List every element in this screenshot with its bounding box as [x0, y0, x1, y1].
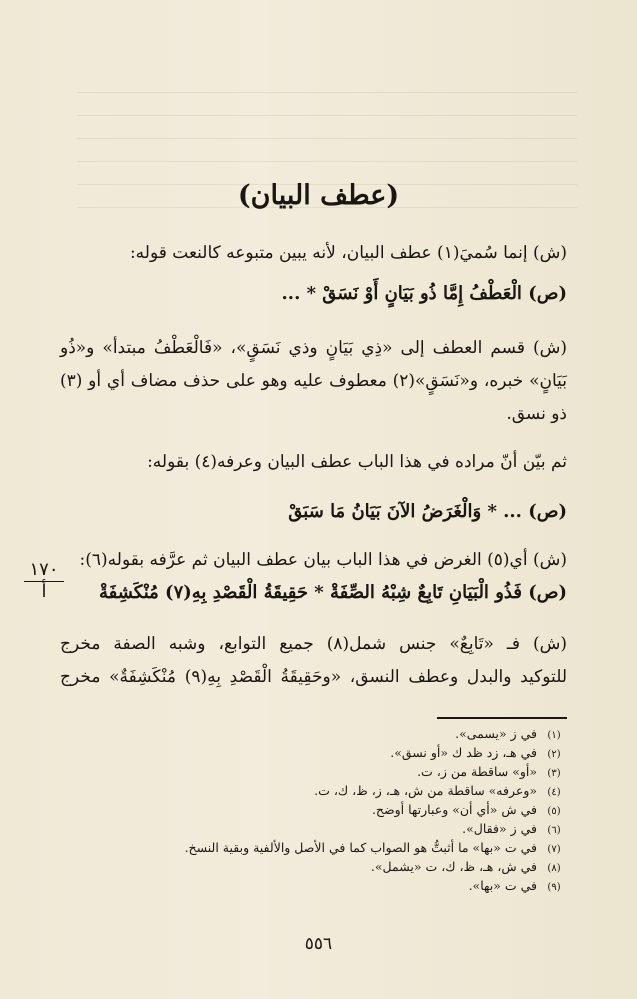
- footnote: [150, 764, 567, 782]
- footnote-text: «أو» ساقطة من ز، ت.: [417, 764, 538, 779]
- footnote-number: (٢): [547, 749, 561, 760]
- body-line: بَيَانٍ» خبره، و«نَسَقٍ»(٢) معطوف عليه وهو على حذف مضاف أي أو (٣): [60, 371, 567, 391]
- folio-number: ١٧٠: [24, 560, 64, 582]
- footnote-text: في ت «بها» ما أثبتُّ هو الصواب كما في الأصل والألفية وبقية النسخ.: [184, 840, 538, 855]
- footnote-text: في هـ، زد ظد ك «أو نسق».: [390, 745, 538, 760]
- footnote-number: (٧): [547, 844, 561, 855]
- footnote: [150, 783, 567, 801]
- footnote: [150, 802, 567, 820]
- verse-line: (ص) ... * وَالْغَرَضُ الآنَ بَيَانُ مَا سَبَقْ: [288, 501, 567, 522]
- footnote-text: «وعرفه» ساقطة من ش، هـ، ز، ظ، ك، ت.: [314, 783, 538, 798]
- footnote: [150, 840, 567, 858]
- folio-side: أ: [41, 581, 47, 602]
- footnote-number: (٣): [547, 768, 561, 779]
- footnote: [150, 745, 567, 763]
- body-line: ثم بيّن أنّ مراده في هذا الباب عطف البيان وعرفه(٤) بقوله:: [147, 452, 567, 472]
- body-line: (ش) فـ «تَابِعٌ» جنس شمل(٨) جميع التوابع، وشبه الصفة مخرج: [60, 634, 567, 654]
- footnote-text: في ت «بها».: [468, 878, 538, 893]
- footnote-number: (٩): [547, 882, 561, 893]
- footnote-text: في ز «يسمى».: [455, 726, 538, 741]
- section-heading: (عطف البيان): [237, 180, 400, 211]
- verse-line: (ص) فَذُو الْبَيَانِ تَابِعٌ شِبْهُ الصِّفَةْ * حَقِيقَةُ الْقَصْدِ بِهِ(٧) مُنْكَشِفَةْ: [98, 582, 567, 603]
- footnote: [150, 859, 567, 877]
- footnote: [150, 726, 567, 744]
- page-number: ٥٥٦: [304, 934, 333, 954]
- footnote-separator: [437, 717, 567, 719]
- footnote-number: (٦): [547, 825, 561, 836]
- body-line: ذو نسق.: [506, 404, 567, 424]
- footnote-text: في ش «أي أن» وعبارتها أوضح.: [371, 802, 538, 817]
- footnote: [150, 878, 567, 896]
- footnote: [150, 821, 567, 839]
- footnote-number: (١): [547, 730, 561, 741]
- footnote-text: في ز «فقال».: [462, 821, 538, 836]
- footnote-number: (٥): [547, 806, 561, 817]
- footnote-text: في ش، هـ، ظ، ك، ت «يشمل».: [370, 859, 538, 874]
- body-line: (ش) أي(٥) الغرض في هذا الباب بيان عطف البيان ثم عرَّفه بقوله(٦):: [79, 550, 567, 570]
- footnote-number: (٨): [547, 863, 561, 874]
- body-line: للتوكيد والبدل وعطف النسق، «وحَقِيقَةُ الْقَصْدِ بِهِ(٩) مُنْكَشِفَةٌ» مخرج: [60, 667, 567, 687]
- manuscript-folio-note: [24, 560, 64, 602]
- body-line: (ش) إنما سُميَ(١) عطف البيان، لأنه يبين متبوعه كالنعت قوله:: [129, 243, 567, 263]
- body-line: (ش) قسم العطف إلى «ذِي بَيَانٍ وذي نَسَقٍ»، «فَالْعَطْفُ مبتدأ» و«ذُو: [60, 338, 567, 358]
- verse-line: (ص) الْعَطْفُ إِمَّا ذُو بَيَانٍ أَوْ نَسَقْ * ...: [281, 283, 567, 304]
- footnote-number: (٤): [547, 787, 561, 798]
